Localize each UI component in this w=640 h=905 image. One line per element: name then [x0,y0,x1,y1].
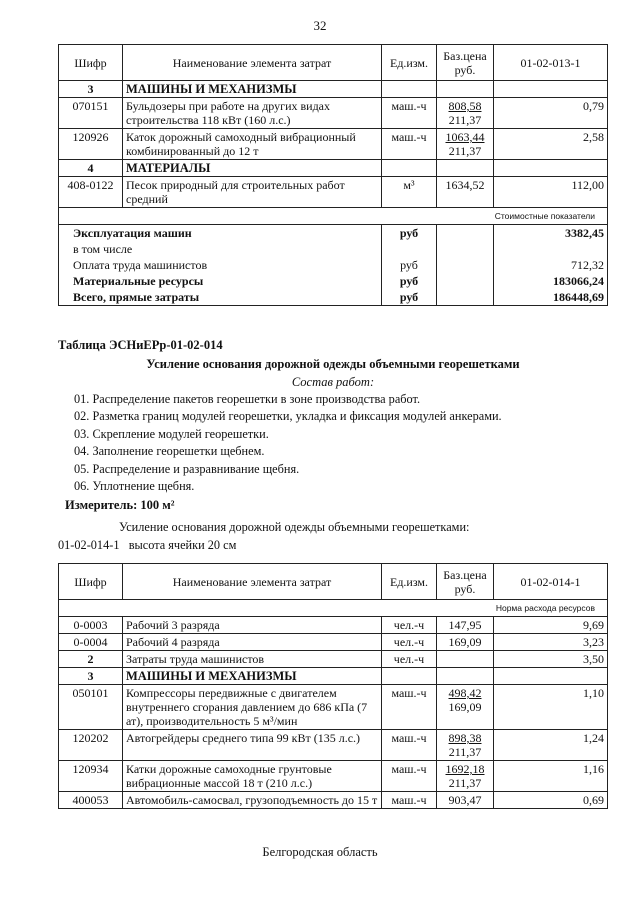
list-item: 04. Заполнение георешетки щебнем. [74,444,265,459]
total-row: Оплата труда машинистов руб 712,32 [59,257,608,273]
col-header-code: Шифр [59,45,123,81]
cost-table-01-02-014 [58,563,608,809]
table-row: 0-0004 Рабочий 4 разряда чел.-ч 169,09 3,23 [59,634,608,651]
col-header-name: Наименование элемента затрат [123,564,382,600]
list-item: 05. Распределение и разравнивание щебня. [74,461,300,476]
total-row: Эксплуатация машин руб 3382,45 [59,225,608,242]
col-header-price: Баз.цена руб. [437,564,494,600]
section-row: 3 МАШИНЫ И МЕХАНИЗМЫ [59,668,608,685]
table-row: 120934 Катки дорожные самоходные грунтовые вибрационные массой 18 т (210 л.с.) маш.-ч 1692,18 211,37 1,16 [59,761,608,792]
col-header-norm: 01-02-013-1 [494,45,608,81]
total-row: Материальные ресурсы руб 183066,24 [59,273,608,289]
col-header-code: Шифр [59,564,123,600]
table-row: 408-0122 Песок природный для строительных работ средний м³ 1634,52 112,00 [59,177,608,208]
page-footer: Белгородская область [262,845,378,859]
list-item: 06. Уплотнение щебня. [74,479,195,494]
table-row: 120926 Каток дорожный самоходный вибрационный комбинированный до 12 т маш.-ч 1063,44 211,37 2,58 [59,129,608,160]
table-caption: Норма расхода ресурсов [59,600,608,617]
col-header-norm: 01-02-014-1 [494,564,608,600]
list-item: 01. Распределение пакетов георешетки в зоне производства работ. [74,392,421,406]
works-list [74,391,624,495]
section-row: 3 МАШИНЫ И МЕХАНИЗМЫ [59,81,608,98]
list-item: 03. Скрепление модулей георешетки. [74,426,269,441]
intro-text: Усиление основания дорожной одежды объемными георешетками: [119,520,470,534]
table-row: 0-0003 Рабочий 3 разряда чел.-ч 147,95 9,69 [59,617,608,634]
table-title: Таблица ЭСНиЕРр-01-02-014 [58,338,223,352]
total-row: в том числе [59,241,608,257]
composition-label: Состав работ: [291,375,375,389]
variant-text: 01-02-014-1 высота ячейки 20 см [58,538,237,552]
cost-table-01-02-013 [58,44,608,306]
total-row: Всего, прямые затраты руб 186448,69 [59,289,608,306]
col-header-price: Баз.цена руб. [437,45,494,81]
col-header-unit: Ед.изм. [382,45,437,81]
col-header-unit: Ед.изм. [382,564,437,600]
page-number: 32 [313,18,327,33]
table-row: 2 Затраты труда машинистов чел.-ч 3,50 [59,651,608,668]
list-item: 02. Разметка границ модулей георешетки, укладка и фиксация модулей анкерами. [74,409,502,424]
table-row: 070151 Бульдозеры при работе на других видах строительства 118 кВт (160 л.с.) маш.-ч 808,58 211,37 0,79 [59,98,608,129]
section-row: 4 МАТЕРИАЛЫ [59,160,608,177]
col-header-name: Наименование элемента затрат [123,45,382,81]
table-row: 400053 Автомобиль-самосвал, грузоподъемность до 15 т маш.-ч 903,47 0,69 [59,792,608,809]
table-caption: Стоимостные показатели [59,208,608,225]
table-row: 120202 Автогрейдеры среднего типа 99 кВт (135 л.с.) маш.-ч 898,38 211,37 1,24 [59,730,608,761]
meter-label: Измеритель: 100 м² [65,498,175,512]
table-row: 050101 Компрессоры передвижные с двигателем внутреннего сгорания давлением до 686 кПа (7 ат), производительность 5 м³/мин маш.-ч 498,42 169,09 1,10 [59,685,608,730]
section-subtitle: Усиление основания дорожной одежды объемными георешетками [146,357,520,371]
